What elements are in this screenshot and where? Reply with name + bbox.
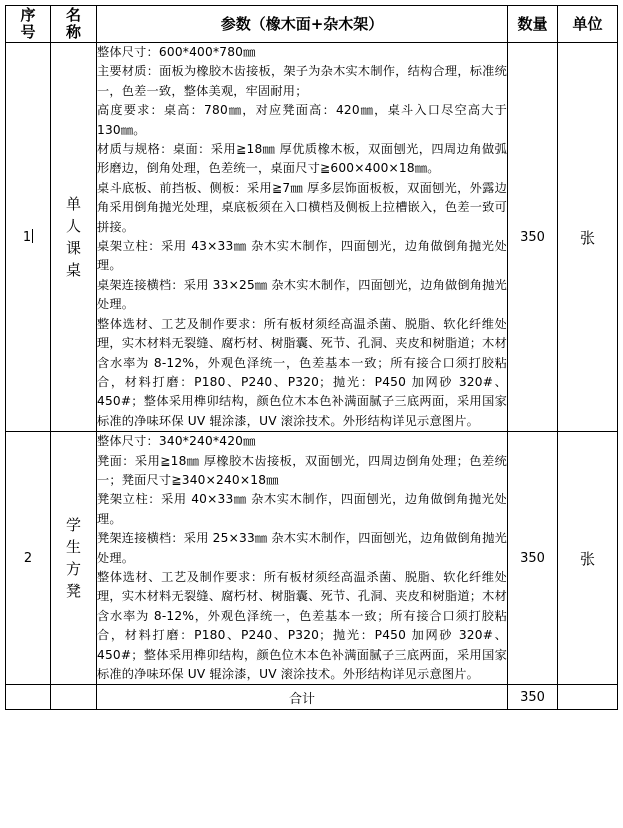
row-unit: 张 [558, 432, 618, 685]
table-row [6, 43, 618, 432]
row-name-char: 课 [65, 239, 81, 258]
row-name-char: 人 [65, 217, 81, 236]
total-row [6, 685, 618, 710]
row-name-char: 学 [65, 516, 81, 535]
param-line: 桌斗底板、前挡板、侧板：采用≧7㎜ 厚多层饰面板板，双面刨光，外露边角采用倒角抛光处理，桌底板须在入口横档及侧板上拉槽嵌入，色差一致可拼接。 [97, 180, 507, 234]
row-params-cell [97, 432, 508, 685]
row-params-cell [97, 43, 508, 432]
row-name-char: 方 [65, 560, 81, 579]
header-name-line2: 称 [65, 23, 81, 41]
row-name-cell [51, 43, 97, 432]
param-line: 材质与规格：桌面：采用≧18㎜ 厚优质橡木板，双面刨光，四周边角做弧形磨边，倒角处理，色差统一，桌面尺寸≧600×400×18㎜。 [97, 142, 507, 176]
row-unit: 张 [558, 43, 618, 432]
row-seq: 2 [6, 432, 51, 685]
param-line: 凳面：采用≧18㎜ 厚橡胶木齿接板，双面刨光，四周边倒角处理；色差统一；凳面尺寸≧340×240×18㎜ [97, 453, 507, 487]
param-line: 高度要求：桌高：780㎜，对应凳面高：420㎜，桌斗入口尽空高大于 130㎜。 [97, 103, 507, 137]
total-empty-cell [51, 685, 97, 710]
row-name-char: 凳 [65, 582, 81, 601]
spec-table [5, 5, 618, 710]
header-seq-line1: 序 [20, 6, 36, 24]
row-name-char: 桌 [65, 261, 81, 280]
header-name-line1: 名 [65, 6, 81, 24]
total-label: 合计 [97, 685, 508, 710]
row-seq: 1 [22, 230, 32, 246]
param-line: 桌架立柱：采用 43×33㎜ 杂木实木制作，四面刨光，边角做倒角抛光处理。 [97, 239, 507, 273]
header-qty: 数量 [508, 6, 558, 43]
total-qty: 350 [508, 685, 558, 710]
row-name-cell [51, 432, 97, 685]
param-line: 凳架立柱：采用 40×33㎜ 杂木实木制作，四面刨光，边角做倒角抛光处理。 [97, 492, 507, 526]
table-row [6, 432, 618, 685]
row-name-char: 单 [65, 195, 81, 214]
total-empty-cell [6, 685, 51, 710]
header-seq [6, 6, 51, 43]
param-line: 凳架连接横档：采用 25×33㎜ 杂木实木制作，四面刨光，边角做倒角抛光处理。 [97, 531, 507, 565]
header-seq-line2: 号 [20, 23, 36, 41]
row-qty: 350 [508, 43, 558, 432]
param-line: 整体选材、工艺及制作要求：所有板材须经高温杀菌、脱脂、软化纤维处理，实木材料无裂缝、腐朽材、树脂囊、死节、孔洞、夹皮和树脂道；木材含水率为 8-12%，外观色泽统一，色差基本一致；所有接合口须打胶粘合，材料打磨：P180、P240、P320；抛光：P450 加网砂 320#、450#；整体采用榫卯结构，颜色位木本色补满面腻子三底两面，采用国家标准的净味环保 UV 辊涂漆，UV 滚涂技术。外形结构详见示意图片。 [97, 316, 507, 428]
param-line: 主要材质：面板为橡胶木齿接板，架子为杂木实木制作，结构合理，标准统一，色差一致，整体美观，牢固耐用； [97, 64, 507, 98]
total-empty-cell [558, 685, 618, 710]
text-cursor [32, 229, 33, 243]
header-row [6, 6, 618, 43]
header-name [51, 6, 97, 43]
row-qty: 350 [508, 432, 558, 685]
header-params: 参数（橡木面+杂木架） [97, 6, 508, 43]
header-unit: 单位 [558, 6, 618, 43]
param-line: 整体尺寸：340*240*420㎜ [97, 434, 256, 449]
param-line: 桌架连接横档：采用 33×25㎜ 杂木实木制作，四面刨光，边角做倒角抛光处理。 [97, 277, 507, 312]
param-line: 整体选材、工艺及制作要求：所有板材须经高温杀菌、脱脂、软化纤维处理，实木材料无裂缝、腐朽材、树脂囊、死节、孔洞、夹皮和树脂道；木材含水率为 8-12%，外观色泽统一，色差基本一致；所有接合口须打胶粘合，材料打磨：P180、P240、P320；抛光：P450 加网砂 320#、450#；整体采用榫卯结构，颜色位木本色补满面腻子三底两面，采用国家标准的净味环保 UV 辊涂漆，UV 滚涂技术。外形结构详见示意图片。 [97, 569, 507, 681]
row-name-char: 生 [65, 538, 81, 557]
param-line: 整体尺寸：600*400*780㎜ [97, 45, 256, 59]
row-seq-cell [6, 43, 51, 432]
